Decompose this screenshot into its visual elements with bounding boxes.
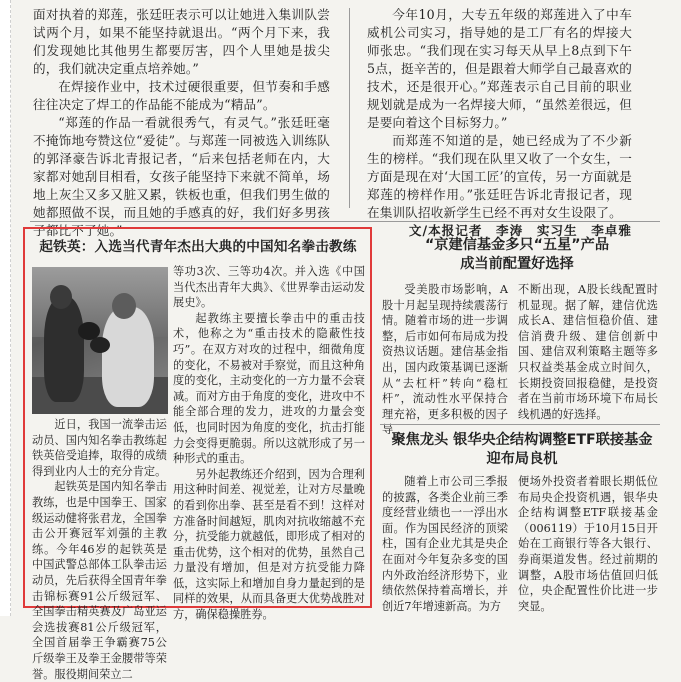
paragraph: 而郑莲不知道的是，她已经成为了不少新生的榜样。“我们现在队里又收了一个女生，一方面是现在对‘大国工匠’的宣传，另一方面就是郑莲的榜样作用。”张廷旺告诉北青报记者，现在集训队招收新学生已经不再对女生设限了。: [367, 133, 632, 220]
paragraph: 面对执着的郑莲，张廷旺表示可以让她进入集训队尝试两个月，如果不能坚持就退出。“两个月下来，我们发现她比其他男生都要厉害，四个人里她是拔尖的，我们就决定重点培养她。”: [33, 7, 330, 76]
article-title: 起铁英：入选当代青年杰出大典的中国知名拳击教练: [39, 239, 357, 255]
article-divider: [380, 424, 660, 425]
article-body-left: [32, 417, 167, 682]
title-line: 聚焦龙头 银华央企结构调整ETF联接基金: [391, 432, 653, 448]
top-right-column: [367, 6, 632, 240]
title-line: 迎布局良机: [486, 451, 558, 467]
paragraph: 另外起教练还介绍到，因为合理利用这种时间差、视觉差，让对方尽量晚的看到你出拳、甚至是看不到！这样对方准备时间越短，肌肉对抗收缩越不充分，抗受能力就越低，即形成了相对的重击优势，这个相对的优势，虽然自己力量没有增加，但是对方抗受能力降低，这实际上和增加自身力量起到的是同样的效果，从而具备更大优势战胜对方，确保稳操胜券。: [173, 467, 365, 622]
byline: 文/本报记者 李涛 实习生 李卓雅: [408, 223, 632, 238]
etf-article-title: [382, 431, 662, 469]
title-line: 成当前配置好选择: [460, 256, 574, 272]
paragraph: 等功3次、三等功4次。并入选《中国当代杰出青年大典》、《世界拳击运动发展史》。: [173, 265, 365, 310]
paragraph: 起教练主要擅长拳击中的重击技术，他称之为“重击技术的隐蔽性技巧”。在双方对攻的过程中，细微角度的变化，不易被对手察觉，而且这种角度的变化，主动变化的一方力量不会衰减。而对方由于角度的变化，进攻中不能全部合理的发力，进攻的力量会变低，也同时因为角度的变化，抗击打能力会变得更脆弱。所以这就形成了另一种形式的重击。: [173, 311, 365, 466]
paragraph: 便场外投资者着眼长期低位布局央企投资机遇，银华央企结构调整ETF联接基金（006119）于10月15日开始在工商银行等各大银行、券商渠道发售。经过前期的调整，A股市场估值回归低位，央企配置性价比进一步突显。: [518, 475, 658, 613]
title-line: “京建信基金多只“五星”产品: [424, 237, 610, 253]
fund-article-title: [382, 236, 652, 274]
etf-article-right: [518, 474, 658, 614]
paragraph: 近日，我国一流拳击运动员、国内知名拳击教练起铁英倍受追捧，取得的成绩得到业内人士的充分肯定。: [32, 418, 167, 478]
fund-article-left: [382, 282, 508, 438]
paragraph: 不断出现，A股长线配置时机显现。据了解，建信优选成长A、建信恒稳价值、建信消费升级、建信创新中国、建信双利策略主题等多只权益类基金成立时间久，长期投资回报稳健，是投资者在当前市场环境下布局长线机遇的好选择。: [518, 283, 658, 421]
paragraph: “郑莲的作品一看就很秀气，有灵气。”张廷旺毫不掩饰地夸赞这位“爱徒”。与郑莲一同被选入训练队的郭泽豪告诉北青报记者，“后来包括老师在内，大家都对她刮目相看，女孩子能坚持下来就不简单，场地上灰尘又多又脏又累，铁板也重，但我们男生做的她都照做不误，而且她的手感真的好，我们好多男孩子都比不了她。”: [33, 115, 330, 238]
page-left-edge: [0, 0, 11, 616]
paragraph: 今年10月，大专五年级的郑莲进入了中车威机公司实习，指导她的是工厂有名的焊接大师张忠。“我们现在实习每天从早上8点到下午5点，挺辛苦的，但是跟着大师学自己最喜欢的技术，还是很开心。”郑莲表示自己目前的职业规划就是成为一名焊接大师，“虽然差很远，但是要向着这个目标努力。”: [367, 7, 632, 130]
boxing-training-photo: [32, 267, 168, 414]
etf-article-left: [382, 474, 508, 614]
fund-article-right: [518, 282, 658, 422]
paragraph: 受美股市场影响，A股十月起呈现持续震荡行情。随着市场的进一步调整，后市如何布局成为投资热议话题。建信基金指出，国内政策基调已逐渐从“去杠杆”转向“稳杠杆”，流动性水平保持合理充裕，更多积极的因子导: [382, 283, 508, 437]
section-divider: [30, 221, 660, 222]
paragraph: 随着上市公司三季报的披露，各类企业前三季度经营业绩也一一浮出水面。作为国民经济的顶梁柱，国有企业尤其是央企在面对今年复杂多变的国内外政治经济形势下，业绩依然保持着高增长，并创近7年增速新高。为方: [382, 475, 508, 613]
top-left-column: [33, 6, 330, 240]
column-divider: [349, 8, 350, 208]
article-body-right: [173, 264, 365, 623]
paragraph: 在焊接作业中，技术过硬很重要，但节奏和手感往往决定了焊工的作品能不能成为“精品”。: [33, 79, 330, 112]
paragraph: 起铁英是国内知名拳击教练，也是中国拳王、国家级运动健将张君龙，全国拳击公开赛冠军刘强的主教练。今年46岁的起铁英是中国武警总部体工队拳击运动员，先后获得全国青年拳击锦标赛91公斤级冠军、全国拳击精英赛及广岛亚运会选拔赛81公斤级冠军，全国首届拳王争霸赛75公斤级拳王及拳王金腰带等荣誉。服役期间荣立二: [32, 480, 167, 681]
